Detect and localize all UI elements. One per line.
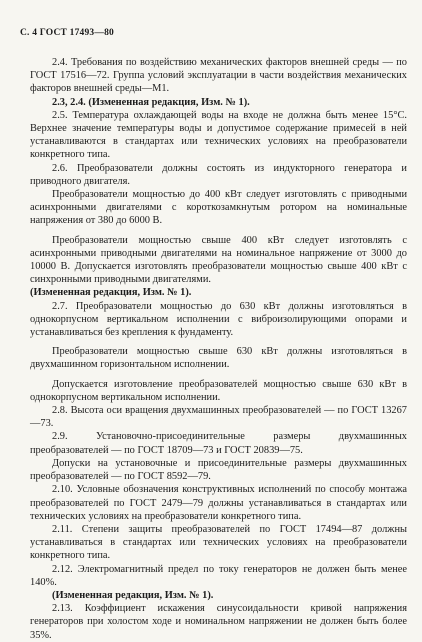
paragraph-over-400kw: Преобразователи мощностью свыше 400 кВт следует изготовлять с асинхронными приводными двигателями на номинальное напряжение от 3000 до 10000 В. Допускается изготовлять преобразователи мощностью свыше 400 кВт с синхронными приводными двигателями. [30,234,407,286]
paragraph-2-4: 2.4. Требования по воздействию механических факторов внешней среды — по ГОСТ 17516—72. Группа условий эксплуатации в части воздействия механических факторов внешней среды—М1. [30,57,407,95]
page-number: С. 4 [20,28,38,38]
paragraph-2-10: 2.10. Условные обозначения конструктивных исполнений по способу монтажа преобразователей по ГОСТ 2479—79 должны устанавливаться в стандартах или технических условиях на преобразователи конкретного типа. [30,484,407,522]
revision-note: (Измененная редакция, Изм. № 1). [30,287,192,299]
page-header [20,28,114,38]
paragraph-tolerances: Допуски на установочные и присоединительные размеры двухмашинных преобразователей — по ГОСТ 8592—79. [30,457,407,483]
paragraph-2-9: 2.9. Установочно-присоединительные размеры двухмашинных преобразователей — по ГОСТ 18709—73 и ГОСТ 20839—75. [30,431,407,456]
paragraph-2-11: 2.11. Степени защиты преобразователей по ГОСТ 17494—87 должны устанавливаться в стандартах или технических условиях на преобразователи конкретного типа. [30,523,407,562]
paragraph-2-5: 2.5. Температура охлаждающей воды на входе не должна быть менее 15°С. Верхнее значение температуры воды и допустимое содержание примесей в ней устанавливаются в стандартах или технических условиях на преобразователи конкретного типа. [30,109,407,161]
paragraph-vertical-allowed: Допускается изготовление преобразователей мощностью свыше 630 кВт в однокорпусном вертикальном исполнении. [30,378,407,403]
paragraph-over-630kw: Преобразователи мощностью свыше 630 кВт должны изготовляться в двухмашинном горизонтальном исполнении. [30,346,407,371]
revision-note: 2.3, 2.4. (Измененная редакция, Изм. № 1). [52,96,250,108]
paragraph-2-6: 2.6. Преобразователи должны состоять из индукторного генератора и приводного двигателя. [30,162,407,187]
paragraph-2-8: 2.8. Высота оси вращения двухмашинных преобразователей — по ГОСТ 13267—73. [30,405,407,430]
document-body [30,56,407,642]
paragraph-400kw: Преобразователи мощностью до 400 кВт следует изготовлять с приводными асинхронными двигателями с короткозамкнутым ротором на номинальные напряжения от 380 до 6000 В. [30,189,407,227]
paragraph-2-13: 2.13. Коэффициент искажения синусоидальности кривой напряжения генераторов при холостом ходе и номинальном напряжении не должен быть более 35%. [30,603,407,641]
paragraph-2-7: 2.7. Преобразователи мощностью до 630 кВт должны изготовляться в однокорпусном вертикальном исполнении с виброизолирующими опорами и устанавливаться без крепления к фундаменту. [30,300,407,339]
revision-note: (Измененная редакция, Изм. № 1). [52,589,214,601]
standard-code: ГОСТ 17493—80 [39,28,114,38]
paragraph-2-12: 2.12. Электромагнитный предел по току генераторов не должен быть менее 140%. [30,563,407,588]
